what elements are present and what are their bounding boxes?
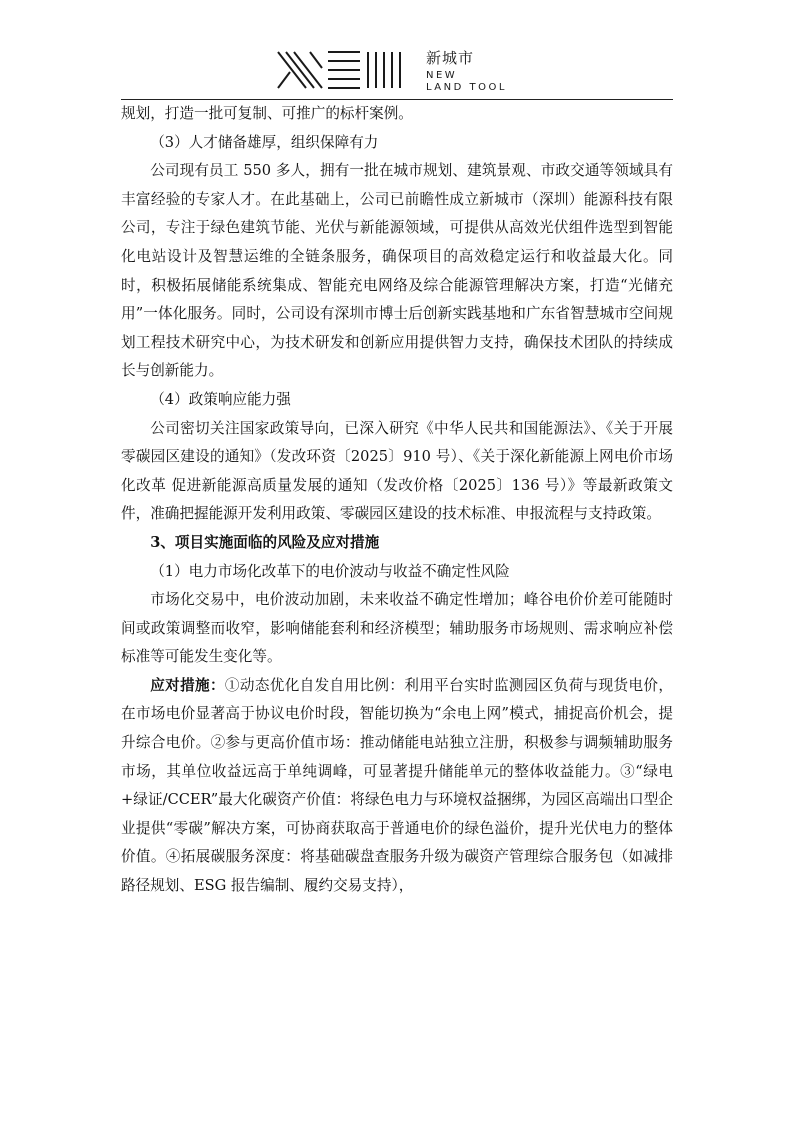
section-heading-risks: 3、项目实施面临的风险及应对措施 (150, 533, 380, 551)
continued-paragraph: 规划，打造一批可复制、可推广的标杆案例。 (121, 105, 413, 122)
measures-text: ①动态优化自发自用比例：利用平台实时监测园区负荷与现货电价，在市场电价显著高于协议电价时段，智能切换为“余电上网”模式，捕捉高价机会，提升综合电价。②参与更高价值市场：推动储能电站独立注册，积极参与调频辅助服务市场，其单位收益远高于单纯调峰，可显著提升储能单元的整体收益能力。③“绿电+绿证/CCER”最大化碳资产价值：将绿色电力与环境权益捆绑，为园区高端出口型企业提供“零碳”解决方案，可协商获取高于普通电价的绿色溢价，提升光伏电力的整体价值。④拓展碳服务深度：将基础碳盘查服务升级为碳资产管理综合服务包（如减排路径规划、ESG 报告编制、履约交易支持）， (121, 676, 673, 895)
brand-en-line1: NEW (426, 70, 458, 81)
new-land-tool-logo-icon (276, 48, 416, 92)
subheading-talent: （3）人才储备雄厚，组织保障有力 (150, 133, 379, 151)
paragraph-price-risk: 市场化交易中，电价波动加剧，未来收益不确定性增加；峰谷电价价差可能随时间或政策调整而收窄，影响储能套利和经济模型；辅助服务市场规则、需求响应补偿标准等可能发生变化等。 (121, 591, 673, 666)
paragraph-measures (121, 672, 673, 901)
paragraph-talent: 公司现有员工 550 多人，拥有一批在城市规划、建筑景观、市政交通等领域具有丰富经验的专家人才。在此基础上，公司已前瞻性成立新城市（深圳）能源科技有限公司，专注于绿色建筑节能、光伏与新能源领域，可提供从高效光伏组件选型到智能化电站设计及智慧运维的全链条服务，确保项目的高效稳定运行和收益最大化。同时，积极拓展储能系统集成、智能充电网络及综合能源管理解决方案，打造“光储充用”一体化服务。同时，公司设有深圳市博士后创新实践基地和广东省智慧城市空间规划工程技术研究中心，为技术研发和创新应用提供智力支持，确保技术团队的持续成长与创新能力。 (121, 162, 673, 380)
subheading-policy: （4）政策响应能力强 (150, 390, 291, 408)
brand-wordmark (426, 51, 507, 94)
brand-en-line2: LAND TOOL (426, 82, 507, 93)
document-body (121, 100, 673, 901)
brand-cn: 新城市 (426, 49, 475, 67)
paragraph-policy: 公司密切关注国家政策导向，已深入研究《中华人民共和国能源法》、《关于开展零碳园区建设的通知》（发改环资〔2025〕910 号）、《关于深化新能源上网电价市场化改革 促进新能源高质量发展的通知（发改价格〔2025〕136 号）》等最新政策文件，准确把握能源开发利用政策、零碳园区建设的技术标准、申报流程与支持政策。 (121, 419, 673, 523)
page-header (121, 40, 673, 100)
subheading-price-risk: （1）电力市场化改革下的电价波动与收益不确定性风险 (150, 562, 510, 580)
measures-label: 应对措施： (150, 676, 225, 694)
